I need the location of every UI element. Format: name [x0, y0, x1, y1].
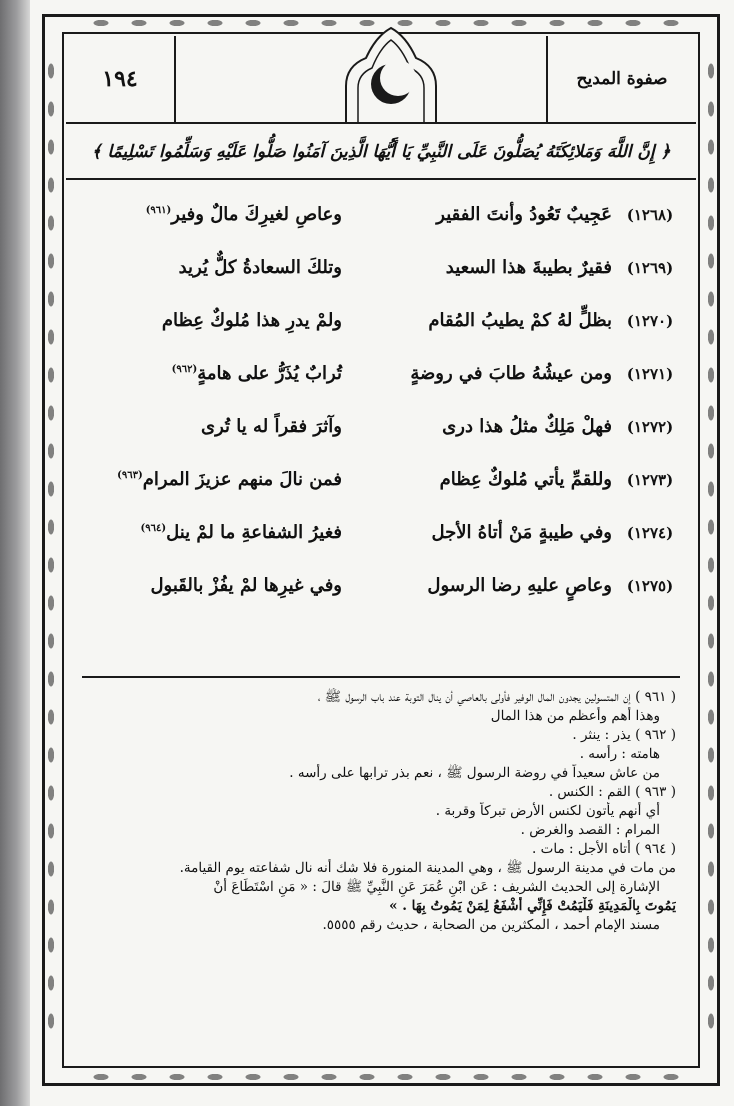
second-hemistich-text: وعاصِ لغيرِكَ مالٌ وفير: [171, 204, 342, 225]
second-hemistich: [82, 416, 342, 437]
footnote-reference: (٩٦٣): [117, 470, 143, 481]
second-hemistich-text: تُرابٌ يُذَرُّ على هامةٍ: [197, 363, 342, 384]
footnote-line: ( ٩٦٣ ) القم : الكنس .: [548, 784, 676, 800]
first-hemistich: عَجِيبٌ تَعُودُ وأنتَ الفقير: [436, 204, 612, 225]
verse-number: (١٢٧٣): [626, 471, 674, 489]
verse-number: (١٢٦٩): [626, 259, 674, 277]
footnote-line: هامته : رأسه .: [579, 746, 660, 762]
footnote-line: من عاش سعيداً في روضة الرسول ﷺ ، نعم بذر ترابها على رأسه .: [289, 765, 660, 781]
verse-row: [82, 359, 682, 412]
running-title: صفوة المديح: [546, 36, 696, 122]
verse-row: [82, 465, 682, 518]
verse-row: [82, 306, 682, 359]
second-hemistich-text: ولمْ يدرِ هذا مُلوكٌ عِظام: [161, 310, 342, 331]
left-border-ornament: [43, 52, 59, 1048]
footnote-line: ( ٩٦٤ ) أتاه الأجل : مات .: [532, 841, 676, 857]
first-hemistich: وللقمِّ يأتي مُلوكٌ عِظام: [439, 469, 612, 490]
verse-number: (١٢٧٠): [626, 312, 674, 330]
second-hemistich: [82, 522, 342, 543]
second-hemistich: [82, 575, 342, 596]
second-hemistich-text: فمن نالَ منهم عزيزَ المرام: [142, 469, 342, 490]
verse-row: [82, 518, 682, 571]
footnote-line: المرام : القصد والغرض .: [520, 822, 660, 838]
second-hemistich: [82, 257, 342, 278]
second-hemistich: [82, 310, 342, 331]
verse-row: [82, 412, 682, 465]
first-hemistich: فقيرٌ بطيبةَ هذا السعيد: [445, 257, 612, 278]
quran-verse-banner: ﴿ إِنَّ اللَّهَ وَمَلائِكَتَهُ يُصَلُّونَ عَلَى النَّبِيِّ يَا أَيُّهَا الَّذِينَ آمَنُوا صَلُّوا عَلَيْهِ وَسَلِّمُوا تَسْلِيمًا ﴾: [66, 124, 696, 180]
footnote-separator: [82, 676, 680, 678]
first-hemistich: فهلْ مَلِكٌ مثلُ هذا درى: [442, 416, 612, 437]
verse-row: [82, 253, 682, 306]
footnote-line: وهذا أهم وأعظم من هذا المال: [490, 708, 660, 724]
verse-number: (١٢٧٥): [626, 577, 674, 595]
footnote-reference: (٩٦٢): [171, 364, 198, 375]
verse-number: (١٢٧٢): [626, 418, 674, 436]
first-hemistich: وعاصٍ عليهِ رضا الرسول: [427, 575, 612, 596]
verse-row: [82, 571, 682, 624]
page-header: [66, 36, 696, 124]
second-hemistich-text: وفي غيرِها لمْ يفُزْ بالقَبول: [150, 575, 342, 596]
footnotes: [88, 688, 676, 935]
footnote-line: مسند الإمام أحمد ، المكثرين من الصحابة ، حديث رقم ٥٥٥٥.: [322, 917, 660, 933]
second-hemistich-text: وآثرَ فقراً له يا تُرى: [200, 416, 342, 437]
bottom-border-ornament: [82, 1070, 680, 1084]
verse-number: (١٢٧١): [626, 365, 674, 383]
book-page: [30, 0, 734, 1106]
second-hemistich-text: وتلكَ السعادةُ كلٌّ يُريد: [178, 257, 342, 278]
first-hemistich: وفي طيبةٍ مَنْ أتاهُ الأجل: [431, 522, 612, 543]
footnote-reference: (٩٦٤): [140, 523, 167, 534]
verse-number: (١٢٧٤): [626, 524, 674, 542]
second-hemistich-text: فغيرُ الشفاعةِ ما لمْ ينل: [166, 522, 342, 543]
verse-number: (١٢٦٨): [626, 206, 674, 224]
page-number: ١٩٤: [66, 36, 176, 122]
second-hemistich: [82, 204, 342, 225]
footnote-line: أي أنهم يأتون لكنس الأرض تبركاً وقربة .: [435, 803, 660, 819]
footnote-line: الإشارة إلى الحديث الشريف : عَن ابْنِ عُمَرَ عَنِ النَّبِيِّ ﷺ قالَ : « مَنِ اسْتَطَاعَ أنْ: [213, 879, 660, 895]
first-hemistich: بظلٍّ لهُ كمْ يطيبُ المُقام: [428, 310, 612, 331]
footnote-line: ( ٩٦١ ) إن المتسولين يجدون المال الوفير فأولى بالعاصي أن ينال التوبة عند باب الرسول ﷺ ،: [317, 689, 676, 705]
verse-row: [82, 200, 682, 253]
footnote-reference: (٩٦١): [145, 205, 172, 216]
book-gutter-shadow: [0, 0, 30, 1106]
crescent-icon: [336, 26, 446, 122]
second-hemistich: [82, 363, 342, 384]
second-hemistich: [82, 469, 342, 490]
footnote-line: ( ٩٦٢ ) يذر : ينثر .: [572, 727, 676, 743]
footnote-line: من مات في مدينة الرسول ﷺ ، وهي المدينة المنورة فلا شك أنه نال شفاعته يوم القيامة.: [179, 860, 676, 876]
first-hemistich: ومن عيشُهُ طابَ في روضةٍ: [410, 363, 612, 384]
footnote-line: يَمُوتَ بِالْمَدِينَةِ فَلْيَمُتْ فَإِنِّي أشْفَعُ لِمَنْ يَمُوتُ بِهَا . »: [389, 898, 676, 914]
right-border-ornament: [703, 52, 719, 1048]
poem-verses: [82, 200, 682, 624]
